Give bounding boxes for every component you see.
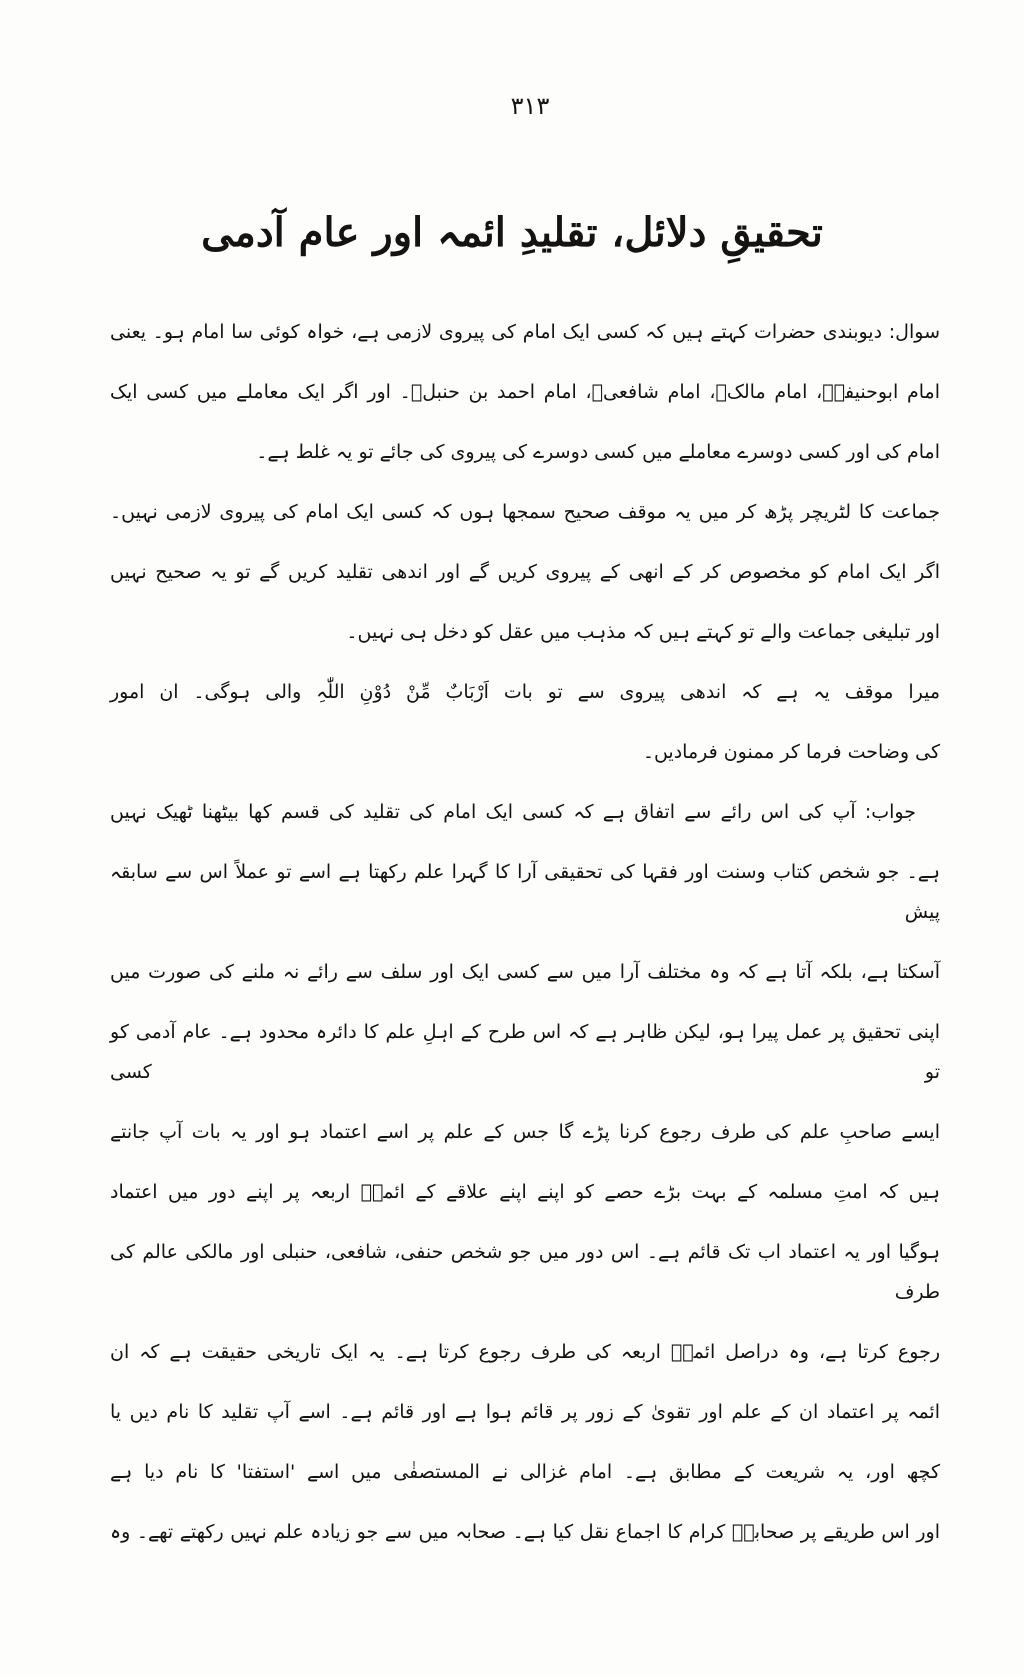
text-line: میرا موقف یہ ہے کہ اندھی پیروی سے تو بات اَرْبَابٌ مِّنْ دُوْنِ اللّٰہِ والی ہوگی۔ ان امور <box>110 681 940 703</box>
text-line: اگر ایک امام کو مخصوص کر کے انھی کے پیروی کریں گے اور اندھی تقلید کریں گے تو یہ صحیح نہیں <box>110 561 940 583</box>
text-line: رجوع کرتا ہے، وہ دراصل ائمہؒ اربعہ کی طرف رجوع کرتا ہے۔ یہ ایک تاریخی حقیقت ہے کہ ان <box>110 1341 940 1363</box>
text-line: ہے۔ جو شخص کتاب وسنت اور فقہا کی تحقیقی آرا کا گہرا علم رکھتا ہے اسے تو عملاً اس سے سابقہ پیش <box>110 861 940 923</box>
text-line: کی وضاحت فرما کر ممنون فرمادیں۔ <box>642 741 940 763</box>
page-number: ۳۱۳ <box>510 92 550 120</box>
text-line: امام ابوحنیفہؒ، امام مالکؒ، امام شافعیؒ، امام احمد بن حنبلؒ۔ اور اگر ایک معاملے میں کسی ایک <box>110 381 940 403</box>
text-line: جواب: آپ کی اس رائے سے اتفاق ہے کہ کسی ایک امام کی تقلید کی قسم کھا بیٹھنا ٹھیک نہیں <box>110 801 916 823</box>
text-line: ائمہ پر اعتماد ان کے علم اور تقویٰ کے زور پر قائم ہوا ہے اور قائم ہے۔ اسے آپ تقلید کا نام دیں یا <box>110 1401 940 1423</box>
text-line: ایسے صاحبِ علم کی طرف رجوع کرنا پڑے گا جس کے علم پر اسے اعتماد ہو اور یہ بات آپ جانتے <box>110 1121 940 1143</box>
text-line: جماعت کا لٹریچر پڑھ کر میں یہ موقف صحیح سمجھا ہوں کہ کسی ایک امام کی پیروی لازمی نہیں۔ <box>110 501 940 523</box>
text-line: اپنی تحقیق پر عمل پیرا ہو، لیکن ظاہر ہے کہ اس طرح کے اہلِ علم کا دائرہ محدود ہے۔ عام آدمی کو تو کسی <box>110 1021 940 1083</box>
text-line: آسکتا ہے، بلکہ آتا ہے کہ وہ مختلف آرا میں سے کسی ایک اور سلف سے رائے نہ ملنے کی صورت میں <box>110 961 940 983</box>
text-line: اور اس طریقے پر صحابہؓ کرام کا اجماع نقل کیا ہے۔ صحابہ میں سے جو زیادہ علم نہیں رکھتے تھے۔ وہ <box>110 1521 940 1543</box>
text-line: اور تبلیغی جماعت والے تو کہتے ہیں کہ مذہب میں عقل کو دخل ہی نہیں۔ <box>346 621 940 643</box>
text-line: کچھ اور، یہ شریعت کے مطابق ہے۔ امام غزالی نے المستصفٰی میں اسے 'استفتا' کا نام دیا ہے <box>110 1461 940 1483</box>
chapter-title: تحقیقِ دلائل، تقلیدِ ائمہ اور عام آدمی <box>201 209 823 256</box>
body-text <box>0 312 1024 1572</box>
text-line: سوال: دیوبندی حضرات کہتے ہیں کہ کسی ایک امام کی پیروی لازمی ہے، خواہ کوئی سا امام ہو۔ یعنی <box>110 321 940 343</box>
text-line: ہوگیا اور یہ اعتماد اب تک قائم ہے۔ اس دور میں جو شخص حنفی، شافعی، حنبلی اور مالکی عالم کی طرف <box>110 1241 940 1303</box>
text-line: امام کی اور کسی دوسرے معاملے میں کسی دوسرے کی پیروی کی جائے تو یہ غلط ہے۔ <box>256 441 940 463</box>
text-line: ہیں کہ امتِ مسلمہ کے بہت بڑے حصے کو اپنے اپنے علاقے کے ائمہؒ اربعہ پر اپنے دور میں اعتماد <box>110 1181 940 1203</box>
